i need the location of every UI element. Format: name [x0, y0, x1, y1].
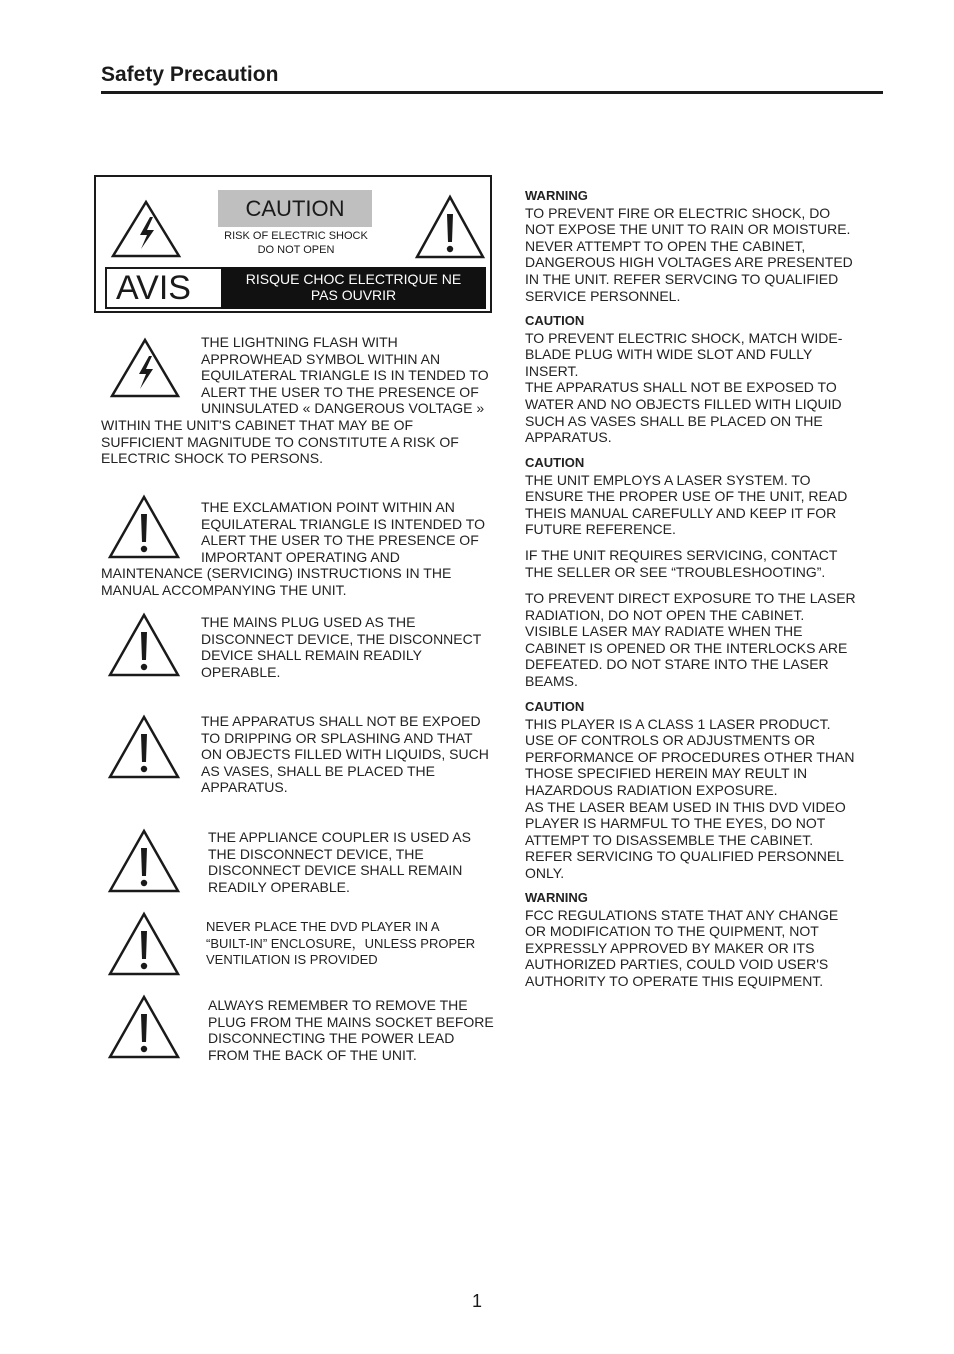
exclamation-description: THE EXCLAMATION POINT WITHIN AN EQUILATERAL TRIANGLE IS INTENDED TO ALERT THE USER TO THE PRESENCE OF IMPORTANT OPERATING AND: [201, 499, 485, 565]
caution-heading: CAUTION: [218, 190, 372, 227]
caution-plug-water: CAUTION TO PREVENT ELECTRIC SHOCK, MATCH WIDE- BLADE PLUG WITH WIDE SLOT AND FULLY INSERT. THE APPARATUS SHALL NOT BE EXPOSED TO WATER AND NO OBJECTS FILLED WITH LIQUID SUCH AS VASES SHALL BE PLACED ON THE APPARATUS.: [525, 313, 875, 446]
enclosure-notice: NEVER PLACE THE DVD PLAYER IN A “BUILT-IN” ENCLOSURE，UNLESS PROPER VENTILATION IS PROVIDED: [206, 919, 476, 968]
section-heading: CAUTION: [525, 699, 585, 714]
lightning-description-cont: WITHIN THE UNIT'S CABINET THAT MAY BE OF SUFFICIENT MAGNITUDE TO CONSTITUTE A RISK OF ELECTRIC SHOCK TO PERSONS.: [101, 417, 459, 467]
lightning-warning-icon: [110, 199, 182, 259]
exclamation-description-cont: MAINTENANCE (SERVICING) INSTRUCTIONS IN THE MANUAL ACCOMPANYING THE UNIT.: [101, 565, 452, 598]
section-heading: WARNING: [525, 188, 588, 203]
risk-line-2: DO NOT OPEN: [257, 244, 335, 256]
lightning-description: THE LIGHTNING FLASH WITH APPROWHEAD SYMBOL WITHIN AN EQUILATERAL TRIANGLE IS IN TENDED TO ALERT THE USER TO THE PRESENCE OF UNINSULATED « DANGEROUS VOLTAGE »: [201, 334, 489, 417]
coupler-notice: THE APPLIANCE COUPLER IS USED AS THE DISCONNECT DEVICE, THE DISCONNECT DEVICE SHALL REMAIN READILY OPERABLE.: [208, 829, 471, 895]
avis-line-1: RISQUE CHOC ELECTRIQUE NE: [245, 271, 462, 287]
caution-class1-laser: CAUTION THIS PLAYER IS A CLASS 1 LASER PRODUCT. USE OF CONTROLS OR ADJUSTMENTS OR PERFORMANCE OF PROCEDURES OTHER THAN THOSE SPECIFIED HEREIN MAY REULT IN HAZARDOUS RADIATION EXPOSURE. AS THE LASER BEAM USED IN THIS DVD VIDEO PLAYER IS HARMFUL TO THE EYES, DO NOT ATTEMPT TO DISASSEMBLE THE CABINET. REFER SERVICING TO QUALIFIED PERSONNEL ONLY.: [525, 699, 875, 882]
section-heading: WARNING: [525, 890, 588, 905]
exclamation-warning-icon: [107, 911, 181, 977]
remove-plug-notice: ALWAYS REMEMBER TO REMOVE THE PLUG FROM THE MAINS SOCKET BEFORE DISCONNECTING THE POWER LEAD FROM THE BACK OF THE UNIT.: [208, 997, 494, 1063]
exclamation-warning-icon: [107, 828, 181, 894]
caution-laser-system: CAUTION THE UNIT EMPLOYS A LASER SYSTEM. TO ENSURE THE PROPER USE OF THE UNIT, READ THEIS MANUAL CAREFULLY AND KEEP IT FOR FUTURE REFERENCE.: [525, 455, 875, 538]
caution-label: [94, 175, 492, 313]
avis-label: AVIS: [105, 267, 223, 309]
warning-fire-shock: WARNING TO PREVENT FIRE OR ELECTRIC SHOCK, DO NOT EXPOSE THE UNIT TO RAIN OR MOISTURE. NEVER ATTEMPT TO OPEN THE CABINET, DANGEROUS HIGH VOLTAGES ARE PRESENTED IN THE UNIT. REFER SERVCING TO QUALIFIED SERVICE PERSONNEL.: [525, 188, 875, 304]
exclamation-warning-icon: [107, 994, 181, 1060]
risk-line-1: RISK OF ELECTRIC SHOCK: [224, 230, 368, 242]
mains-plug-notice: THE MAINS PLUG USED AS THE DISCONNECT DEVICE, THE DISCONNECT DEVICE SHALL REMAIN READILY OPERABLE.: [201, 614, 482, 680]
page-number: 1: [471, 1291, 482, 1311]
exclamation-warning-icon: [107, 714, 181, 780]
exclamation-warning-icon: [107, 612, 181, 678]
laser-exposure-notice: TO PREVENT DIRECT EXPOSURE TO THE LASER RADIATION, DO NOT OPEN THE CABINET. VISIBLE LASER MAY RADIATE WHEN THE CABINET IS OPENED OR THE INTERLOCKS ARE DEFEATED. DO NOT STARE INTO THE LASER BEAMS.: [525, 590, 856, 689]
page-title: Safety Precaution: [101, 63, 279, 86]
exclamation-warning-icon: [107, 494, 181, 560]
lightning-warning-icon: [109, 337, 181, 399]
warning-fcc: WARNING FCC REGULATIONS STATE THAT ANY CHANGE OR MODIFICATION TO THE QUIPMENT, NOT EXPRESSLY APPROVED BY MAKER OR ITS AUTHORIZED PARTIES, COULD VOID USER'S AUTHORITY TO OPERATE THIS EQUIPMENT.: [525, 890, 875, 990]
dripping-notice: THE APPARATUS SHALL NOT BE EXPOED TO DRIPPING OR SPLASHING AND THAT ON OBJECTS FILLED WITH LIQUIDS, SUCH AS VASES, SHALL BE PLACED THE APPARATUS.: [201, 713, 489, 796]
exclamation-warning-icon: [414, 194, 486, 260]
avis-line-2: PAS OUVRIR: [310, 287, 397, 303]
section-heading: CAUTION: [525, 313, 585, 328]
avis-banner: [221, 267, 486, 309]
servicing-notice: IF THE UNIT REQUIRES SERVICING, CONTACT THE SELLER OR SEE “TROUBLESHOOTING”.: [525, 547, 838, 580]
section-heading: CAUTION: [525, 455, 585, 470]
title-divider: [101, 91, 883, 94]
